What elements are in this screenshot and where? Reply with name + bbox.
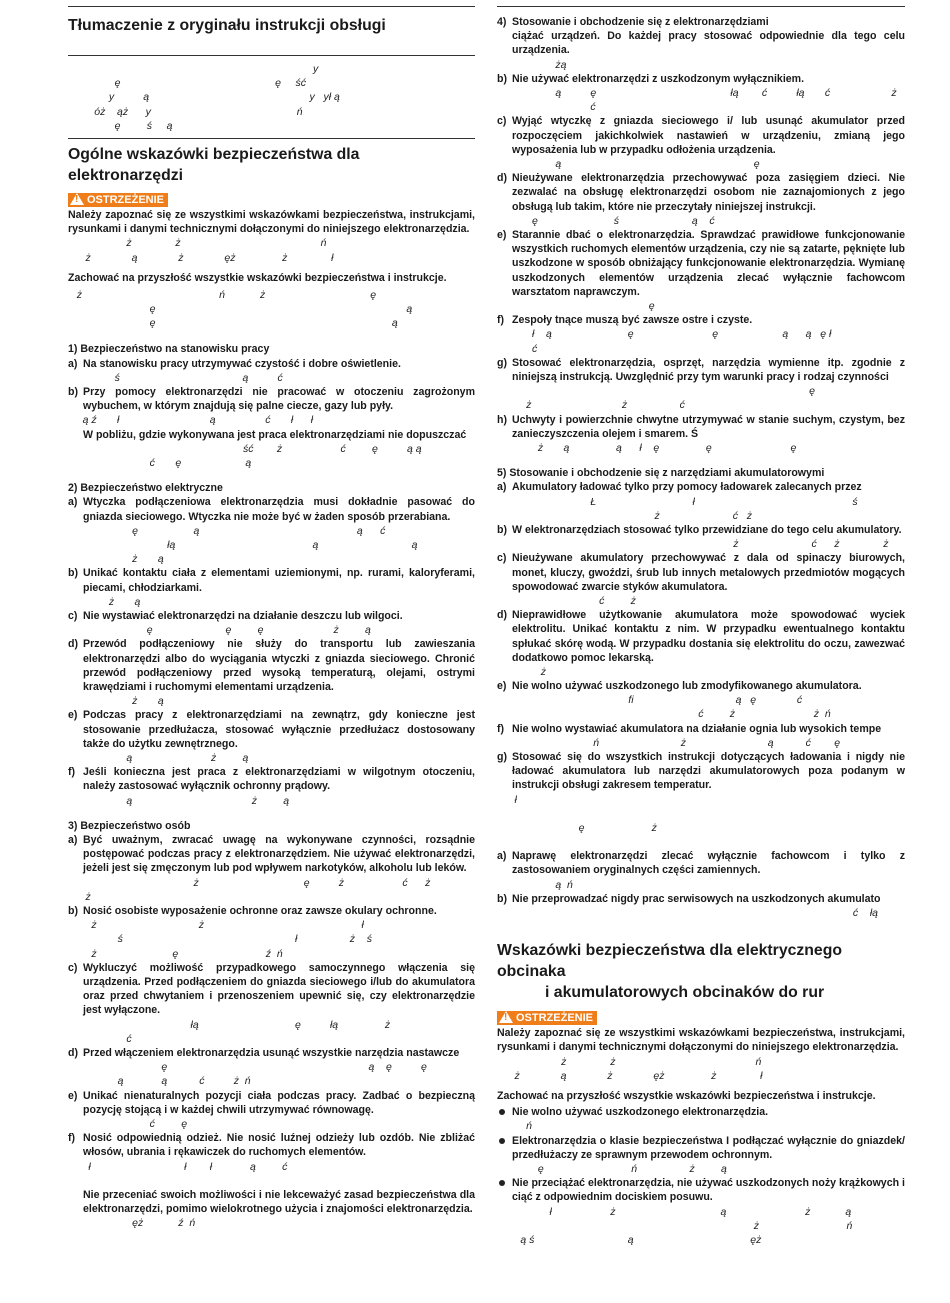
- garbled-line: ą ś ą ęż: [497, 1233, 762, 1246]
- bullet-icon: [499, 1180, 505, 1186]
- list-item: [497, 228, 905, 299]
- garbled-line: ę ę ę ż ą: [68, 624, 371, 637]
- garbled-line: łą ę łą ż: [68, 1018, 391, 1031]
- list-item: [497, 480, 905, 494]
- list-electrical-safety: [68, 495, 475, 807]
- list-item-text: Nieprawidłowe użytkowanie akumulatora może spowodować wyciek elektrolitu. Unikać kontaktu z nim. W przypadku ewentualnego kontaktu spłukać skórę wodą. W przypadku dostania się elektrolitu do oczu, zawezwać dodatkowo pomoc lekarską.: [512, 609, 905, 664]
- list-item: [68, 961, 475, 1018]
- list-item-label: e): [497, 228, 507, 241]
- list-item-label: a): [68, 357, 78, 370]
- left-column: [68, 0, 475, 1230]
- garbled-line: ż ą: [68, 595, 141, 608]
- list-item-text: Być uważnym, zwracać uwagę na wykonywane czynności, rozsądnie postępować podczas pracy z elektronarzędziem. Nie używać elektronarzędzi, jeżeli jest się zmęczonym lub pod wpływem narkotyków, alkoholu lub leków.: [83, 834, 475, 875]
- document-title: Tłumaczenie z oryginału instrukcji obsługi: [68, 17, 386, 34]
- garbled-line: ż ę ź ń: [68, 947, 283, 960]
- garbled-text: [497, 736, 905, 750]
- list-item-label: g): [497, 751, 507, 764]
- garbled-line: ą ż ą: [68, 752, 249, 765]
- list-item-text: Unikać nienaturalnych pozycji ciała podczas pracy. Zadbać o bezpieczną pozycję stojącą i w każdej chwili utrzymywać równowagę.: [83, 1089, 475, 1116]
- list-item: [497, 722, 905, 736]
- bullet-text: Nie wolno używać uszkodzonego elektronarzędzia.: [512, 1106, 769, 1119]
- list-item: [497, 72, 905, 86]
- garbled-text: [68, 694, 475, 708]
- garbled-text: [497, 537, 905, 551]
- list-item-text: Nie wystawiać elektronarzędzi na działanie deszczu lub wilgoci.: [83, 610, 403, 623]
- garbled-text: [497, 299, 905, 313]
- list-item: [497, 523, 905, 537]
- list-item-text: W elektronarzędziach stosować tylko przewidziane do tego celu akumulatory.: [512, 523, 902, 536]
- garbled-line: ż ę ż ć ż: [68, 876, 431, 889]
- heading-personal-safety: 3) Bezpieczeństwo osób: [68, 819, 191, 832]
- list-item: [68, 566, 475, 594]
- garbled-line: ą ą ć ż ń: [68, 1075, 251, 1088]
- bullet-list: [497, 1105, 905, 1247]
- list-item-text: Naprawę elektronarzędzi zlecać wyłącznie fachowcom i tylko z zastosowaniem oryginalnych części zamiennych.: [512, 850, 905, 877]
- garbled-line: ż ą: [68, 553, 164, 566]
- list-tool-use: [497, 15, 905, 29]
- garbled-line: ł ż ą ż ą: [497, 1205, 852, 1218]
- list-item: [68, 495, 475, 523]
- list-item-text: Przed włączeniem elektronarzędzia usunąć wszystkie narzędzia nastawcze: [83, 1046, 460, 1059]
- bullet-text: Nie przeciążać elektronarzędzia, nie używać uszkodzonych noży krążkowych i ciąć z odpowiednim dociskiem posuwu.: [512, 1177, 905, 1204]
- garbled-line: ę ą ę ę: [68, 1061, 427, 1074]
- list-item-text: Akumulatory ładować tylko przy pomocy ładowarek zalecanych przez: [512, 481, 862, 494]
- list-item-text: Jeśli konieczna jest praca z elektronarzędziami w wilgotnym otoczeniu, należy zastosować wyłącznik ochronny prądowy.: [83, 766, 475, 793]
- list-item-label: a): [68, 834, 78, 846]
- list-battery-tools: [497, 480, 905, 835]
- garbled-line: żą: [497, 58, 567, 71]
- bullet-item: [497, 1176, 905, 1204]
- garbled-text: [68, 1060, 475, 1088]
- list-item-text: Przewód podłączeniowy nie służy do transportu lub zawieszania elektronarzędzi albo do wyciągania wtyczki z gniazda sieciowego. Chronić przewód podłączeniowy przed wysoką temperaturą, olejami, ostrymi krawędziami i ruchomymi elementami urządzenia.: [83, 638, 475, 694]
- list-item: ciążać urządzeń. Do każdej pracy stosować odpowiednie dla tego celu urządzenia.: [512, 30, 905, 57]
- list-item: [68, 609, 475, 623]
- garbled-line: Ł ł ś: [497, 495, 858, 508]
- garbled-text: [68, 236, 475, 264]
- list-item-label: d): [68, 638, 78, 651]
- list-item-text: Podczas pracy z elektronarzędziami na zewnątrz, gdy konieczne jest stosowanie przedłużacza, stosować wyłącznie przedłużacz dostosowany także do użytku zewnętrznego.: [83, 709, 475, 750]
- garbled-line: ą ż ą: [68, 794, 290, 807]
- list-item-label: d): [68, 1046, 78, 1059]
- garbled-text: [68, 876, 475, 904]
- garbled-line: ż ą: [68, 695, 164, 708]
- garbled-line: ć: [68, 1032, 132, 1045]
- list-item-label: b): [68, 386, 78, 399]
- list-item-text: Wykluczyć możliwość przypadkowego samoczynnego włączenia się urządzenia. Przed podłączeniem do gniazda sieciowego i/lub do akumulatora oraz przed chwytaniem i przenoszeniem upewnić się, czy elektronarzędzie jest wyłączone.: [83, 961, 475, 1017]
- garbled-line: ć ż: [497, 594, 636, 607]
- list-item-label: c): [497, 115, 507, 128]
- list-item: [497, 15, 905, 29]
- list-item-text: Nosić odpowiednią odzież. Nie nosić luźnej odzieży lub ozdób. Nie zbliżać włosów, ubrania i rękawiczek do ruchomych elementów.: [83, 1132, 475, 1159]
- list-item-label: c): [68, 961, 78, 974]
- garbled-line: ń ż ą ć ę: [497, 736, 841, 749]
- list-service: [497, 849, 905, 920]
- list-item-label: a): [68, 496, 78, 509]
- garbled-line: ż ż ć: [497, 399, 685, 412]
- garbled-line: ł: [497, 793, 517, 806]
- garbled-line: ę: [497, 385, 815, 398]
- keep-instructions-text: Zachować na przyszłość wszystkie wskazówki bezpieczeństwa i instrukcje.: [497, 1090, 876, 1102]
- garbled-line: ą ź ł ą ć ł ł: [68, 414, 314, 427]
- list-item-label: b): [497, 892, 507, 905]
- list-item-label: b): [497, 523, 507, 536]
- list-item-text: Unikać kontaktu ciała z elementami uziemionymi, np. rurami, kaloryferami, piecami, chłodziarkami.: [83, 567, 475, 594]
- right-column: [497, 0, 905, 1247]
- garbled-line: ę ą ą ć: [68, 524, 386, 537]
- list-item-label: f): [497, 314, 505, 327]
- warning-badge: !OSTRZEŻENIE: [497, 1011, 597, 1025]
- list-item-label: f): [497, 722, 505, 735]
- garbled-line: ę ę ść: [68, 77, 307, 90]
- list-item: [68, 385, 475, 413]
- list-tool-use-items: [497, 72, 905, 455]
- garbled-line: ż ń: [497, 1219, 853, 1232]
- list-item: [68, 833, 475, 876]
- garbled-line: ą ę: [497, 157, 760, 170]
- keep-instructions-text: Zachować na przyszłość wszystkie wskazówki bezpieczeństwa i instrukcje.: [68, 271, 447, 284]
- garbled-text: [497, 1119, 905, 1133]
- intro-garbled-text: [68, 62, 475, 133]
- list-item-label: f): [68, 766, 76, 779]
- garbled-text: [497, 1162, 905, 1176]
- garbled-line: ą ę łą ć łą ć ż: [497, 87, 897, 99]
- garbled-line: ć: [497, 101, 596, 114]
- list-item: [497, 413, 905, 441]
- garbled-line: ż ż ń: [68, 237, 327, 250]
- list-item-label: c): [68, 610, 78, 623]
- bullet-item: [497, 1134, 905, 1162]
- garbled-line: ż ą ą ł ę ę ę: [497, 441, 797, 454]
- garbled-line: óż ąż y ń: [68, 105, 303, 118]
- bullet-icon: [499, 1138, 505, 1144]
- garbled-text: [497, 86, 905, 114]
- garbled-line: ł ł ł ą ć: [68, 1160, 288, 1173]
- garbled-line: ż ż ń: [497, 1055, 762, 1068]
- list-item-label: b): [68, 904, 78, 917]
- garbled-line: ę: [497, 299, 655, 312]
- garbled-text: [497, 214, 905, 228]
- section-title-pipe-cutter: Wskazówki bezpieczeństwa dla elektrycznego obcinaka: [497, 942, 843, 981]
- list-item: [497, 750, 905, 793]
- list-item-text: Wyjąć wtyczkę z gniazda sieciowego i/ lub usunąć akumulator przed rozpoczęciem jakichkolwiek nastawień w urządzeniu, zmianą jego wyposażenia lub w przypadku odłożenia urządzenia.: [512, 115, 905, 156]
- list-item-text: Starannie dbać o elektronarzędzia. Sprawdzać prawidłowe funkcjonowanie wszystkich ruchomych elementów urządzenia, czy nie są zatarte, pęknięte lub uszkodzone w sposób obniżający funkcjonowanie elektronarzędzia. Wymianę uszkodzonych elementów urządzenia zlecać wyłącznie fachowcom warsztatom naprawczym.: [512, 228, 905, 298]
- list-item: [68, 357, 475, 371]
- garbled-line: ć łą: [497, 907, 878, 920]
- garbled-line: ę ś ą ć: [497, 214, 715, 227]
- garbled-line: ż: [497, 665, 547, 678]
- list-item-label: e): [68, 709, 78, 722]
- garbled-line: ć ż ż ń: [497, 708, 831, 721]
- list-item: [497, 171, 905, 214]
- warning-triangle-icon: [499, 1011, 513, 1023]
- list-item-label: b): [68, 567, 78, 580]
- garbled-text: [68, 1216, 475, 1230]
- list-item-text: Nie wolno wystawiać akumulatora na działanie ognia lub wysokich tempe: [512, 722, 882, 735]
- list-item-text: Przy pomocy elektronarzędzi nie pracować w otoczeniu zagrożonym wybuchem, w którym znajdują się palne ciecze, gazy lub pyły.: [83, 386, 475, 413]
- list-workplace-safety: [68, 357, 475, 428]
- garbled-line: ż ć ż ż: [497, 538, 889, 551]
- garbled-line: ż ć ż: [497, 509, 752, 522]
- warning-text: Należy zapoznać się ze wszystkimi wskazówkami bezpieczeństwa, instrukcjami, rysunkami i danymi technicznymi dołączonymi do niniejszego elektronarzędzia.: [497, 1027, 905, 1054]
- list-item-label: d): [497, 172, 507, 185]
- list-item-label: 4): [497, 16, 507, 28]
- garbled-line: [497, 807, 905, 821]
- garbled-line: ż ą ż ęż ż ł: [68, 251, 334, 264]
- list-item: [68, 1089, 475, 1117]
- garbled-line: łą ą ą: [68, 539, 418, 552]
- list-item: W pobliżu, gdzie wykonywana jest praca elektronarzędziami nie dopuszczać: [83, 428, 467, 441]
- garbled-text: [68, 918, 475, 961]
- garbled-line: ć ę ą: [68, 457, 252, 470]
- garbled-text: [497, 793, 905, 836]
- garbled-text: [497, 441, 905, 455]
- garbled-text: [497, 58, 905, 72]
- list-item-text: Stosowanie i obchodzenie się z elektronarzędziami: [512, 16, 769, 28]
- list-item: [497, 849, 905, 877]
- garbled-text: [497, 327, 905, 355]
- garbled-text: [68, 794, 475, 808]
- list-item: [497, 679, 905, 693]
- garbled-line: ą ń: [497, 878, 573, 891]
- list-item-text: Stosować się do wszystkich instrukcji dotyczących ładowania i nigdy nie ładować akumulatora lub narzędzi akumulatorowych poza podanym w instrukcji obsługi zakresem temperatur.: [512, 751, 905, 792]
- garbled-line: ż: [68, 890, 91, 903]
- garbled-text: [68, 623, 475, 637]
- garbled-text: [68, 371, 475, 385]
- list-item-text: Nosić osobiste wyposażenie ochronne oraz zawsze okulary ochronne.: [83, 904, 437, 917]
- warning-text: Należy zapoznać się ze wszystkimi wskazówkami bezpieczeństwa, instrukcjami, rysunkami i danymi technicznymi dołączonymi do niniejszego elektronarzędzia.: [68, 208, 475, 236]
- garbled-text: [497, 878, 905, 892]
- list-item-text: Nieużywane akumulatory przechowywać z dala od spinaczy biurowych, monet, kluczy, gwoździ, śrub lub innych metalowych przedmiotów mogących spowodować zwarcie styków akumulatora.: [512, 552, 905, 593]
- garbled-line: ż ń ż ę: [68, 288, 377, 301]
- garbled-text: [497, 693, 905, 721]
- list-item-text: Zespoły tnące muszą być zawsze ostre i czyste.: [512, 314, 753, 327]
- list-item-text: Wtyczka podłączeniowa elektronarzędzia musi dokładnie pasować do gniazda sieciowego. Wtyczka nie może być w żaden sposób przerabiana.: [83, 496, 475, 523]
- heading-electrical-safety: 2) Bezpieczeństwo elektryczne: [68, 482, 223, 495]
- garbled-line: ę ą: [68, 303, 413, 316]
- garbled-line: ę ą: [68, 317, 398, 330]
- list-item-text: Nie przeprowadzać nigdy prac serwisowych na uszkodzonych akumulato: [512, 892, 881, 905]
- garbled-text: [497, 495, 905, 523]
- garbled-text: [68, 442, 475, 470]
- list-item: [68, 1131, 475, 1159]
- garbled-text: [497, 665, 905, 679]
- garbled-line: ę ż: [497, 822, 657, 835]
- garbled-text: [68, 524, 475, 567]
- heading-workplace-safety: 1) Bezpieczeństwo na stanowisku pracy: [68, 343, 270, 356]
- list-item-label: a): [497, 481, 507, 494]
- garbled-line: ć: [497, 342, 538, 355]
- garbled-line: ł ą ę ę ą ą ę ł: [497, 328, 832, 341]
- list-item-text: Uchwyty i powierzchnie chwytne utrzymywać w stanie suchym, czystym, bez zanieczyszczenia olejem i smarem. Ś: [512, 413, 905, 440]
- list-item: [497, 892, 905, 906]
- list-item-label: c): [497, 552, 507, 565]
- garbled-line: ż ą ż ęż ż ł: [497, 1069, 763, 1082]
- garbled-text: [68, 595, 475, 609]
- list-item-label: e): [68, 1089, 78, 1102]
- section-title-pipe-cutter-line2: i akumulatorowych obcinaków do rur: [545, 984, 825, 1002]
- garbled-line: ń: [497, 1120, 533, 1133]
- list-item-label: d): [497, 609, 507, 622]
- list-item-label: a): [497, 850, 507, 863]
- garbled-text: [497, 1205, 905, 1248]
- list-item: [497, 313, 905, 327]
- warning-badge: !OSTRZEŻENIE: [68, 193, 168, 207]
- heading-battery-tools: 5) Stosowanie i obchodzenie się z narzędziami akumulatorowymi: [497, 467, 825, 480]
- list-item-label: h): [497, 413, 507, 426]
- warning-triangle-icon: [70, 193, 84, 205]
- garbled-text: [68, 1117, 475, 1131]
- garbled-line: ść ż ć ę ą ą: [68, 442, 422, 455]
- list-item-text: Na stanowisku pracy utrzymywać czystość i dobre oświetlenie.: [83, 357, 401, 370]
- list-item-text: Nie wolno używać uszkodzonego lub zmodyfikowanego akumulatora.: [512, 680, 862, 693]
- list-item-label: f): [68, 1132, 76, 1145]
- list-item-text: Nieużywane elektronarzędzia przechowywać poza zasięgiem dzieci. Nie zezwalać na obsługę elektronarzędzi osobom nie zaznajomionych z jego obsługą lub takim, które nie przeczytały niniejszej instrukcji.: [512, 172, 905, 213]
- bullet-text: Elektronarzędzia o klasie bezpieczeństwa I podłączać wyłącznie do gniazdek/ przedłużaczy ze sprawnym przewodem ochronnym.: [512, 1134, 905, 1161]
- garbled-text: [497, 906, 905, 920]
- bullet-item: [497, 1105, 905, 1119]
- garbled-text: [68, 1160, 475, 1174]
- garbled-line: ż ż ł: [68, 919, 364, 932]
- garbled-line: ś ł ż ś: [68, 933, 372, 946]
- list-item-text: Stosować elektronarzędzia, osprzęt, narzędzia wymienne itp. zgodnie z niniejszą instrukcją. Uwzględnić przy tym warunki pracy i rodzaj czynności: [512, 356, 905, 383]
- garbled-line: ę ś ą: [68, 119, 173, 132]
- garbled-text: [497, 594, 905, 608]
- list-item-text: Nie używać elektronarzędzi z uszkodzonym wyłącznikiem.: [512, 72, 805, 85]
- garbled-text: [68, 751, 475, 765]
- list-item: [68, 637, 475, 694]
- garbled-line: fi ą ę ć: [497, 694, 803, 707]
- garbled-text: [497, 384, 905, 412]
- list-item: [68, 1046, 475, 1060]
- list-item-label: b): [497, 72, 507, 85]
- garbled-line: y ą y ył ą: [68, 91, 340, 104]
- list-item: [68, 904, 475, 918]
- garbled-text: [68, 1018, 475, 1046]
- garbled-text: [68, 288, 475, 331]
- garbled-line: ę ń ż ą: [497, 1163, 727, 1175]
- bullet-icon: [499, 1109, 505, 1115]
- list-item: [68, 765, 475, 793]
- garbled-text: [497, 1055, 905, 1083]
- garbled-line: ęż ź ń: [68, 1217, 196, 1230]
- list-item: [497, 608, 905, 665]
- list-item-label: g): [497, 356, 507, 369]
- section-title-general-safety: Ogólne wskazówki bezpieczeństwa dla elektronarzędzi: [68, 145, 360, 184]
- list-item: [68, 708, 475, 751]
- list-personal-safety: [68, 833, 475, 1174]
- list-item: [497, 356, 905, 384]
- garbled-line: y: [68, 63, 319, 75]
- list-item-label: e): [497, 680, 507, 693]
- list-item: Nie przeceniać swoich możliwości i nie lekceważyć zasad bezpieczeństwa dla elektronarzędzi, pomimo wielokrotnego użycia i znajomości elektronarzędzia.: [83, 1188, 475, 1215]
- garbled-text: [497, 157, 905, 171]
- garbled-text: [68, 413, 475, 427]
- list-item: [497, 551, 905, 594]
- garbled-line: ś ą ć: [68, 371, 283, 384]
- list-item: [497, 114, 905, 157]
- garbled-line: ć ę: [68, 1117, 188, 1130]
